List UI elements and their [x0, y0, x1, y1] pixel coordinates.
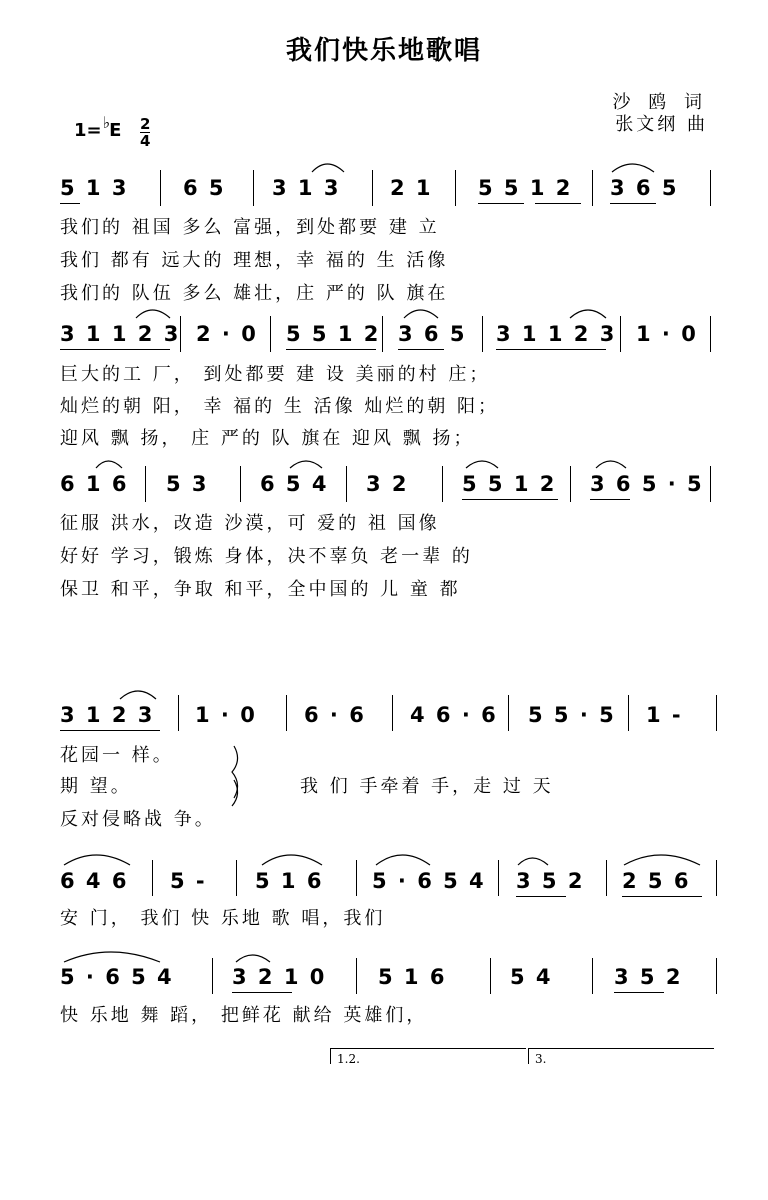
lyricist-credit: 沙 鸥 词 — [612, 92, 708, 113]
measure: 3 1 2 3 — [60, 703, 155, 727]
measure: 3 1 1 2 3 — [60, 322, 181, 346]
lyric-line: 保卫 和平，争取 和平，全中国的 儿 童 都 — [60, 579, 461, 600]
lyric-line: 安 门， 我们 快 乐地 歌 唱，我们 — [60, 908, 386, 929]
lyric-line: 期 望。 — [60, 776, 132, 797]
lyric-line: 花园一 样。 — [60, 745, 174, 766]
measure: 4 6 · 6 — [410, 703, 498, 727]
lyric-line: 快 乐地 舞 蹈， 把鲜花 献给 英雄们， — [60, 1005, 428, 1026]
measure: 3 6 5 — [398, 322, 467, 346]
lyric-line: 迎风 飘 扬， 庄 严的 队 旗在 迎风 飘 扬； — [60, 428, 475, 449]
measure: 5 · 6 5 4 — [372, 869, 486, 893]
key-signature: 1=♭E — [74, 113, 122, 141]
measure: 5 3 — [166, 472, 209, 496]
lyric-line: 我们的 队伍 多么 雄壮，庄 严的 队 旗在 — [60, 283, 449, 304]
measure: 5 - — [170, 869, 207, 893]
measure: 5 5 · 5 — [528, 703, 616, 727]
volta-1-2: 1.2. — [330, 1048, 526, 1064]
measure: 1 · 0 — [195, 703, 257, 727]
measure: 5 1 6 — [255, 869, 324, 893]
song-title: 我们快乐地歌唱 — [285, 36, 482, 66]
measure: 6 5 4 — [260, 472, 329, 496]
measure: 1 · 0 — [636, 322, 698, 346]
lyric-line: 我们的 祖国 多么 富强，到处都要 建 立 — [60, 217, 440, 238]
lyric-line: 灿烂的朝 阳， 幸 福的 生 活像 灿烂的朝 阳； — [60, 396, 500, 417]
measure: 6 4 6 — [60, 869, 129, 893]
lyric-line: 巨大的工 厂， 到处都要 建 设 美丽的村 庄； — [60, 364, 491, 385]
measure: 3 2 — [366, 472, 409, 496]
measure: 2 5 6 — [622, 869, 691, 893]
measure: 1 - — [646, 703, 683, 727]
measure: 6 1 6 — [60, 472, 129, 496]
measure: 3 1 1 2 3 — [496, 322, 617, 346]
measure: 5 4 — [510, 965, 553, 989]
measure: 6 5 — [183, 176, 226, 200]
measure: 5 1 6 — [378, 965, 447, 989]
lyric-line: 征服 洪水，改造 沙漠，可 爱的 祖 国像 — [60, 513, 440, 534]
measure: 5 5 1 2 — [286, 322, 381, 346]
time-signature: 2 4 — [140, 115, 151, 150]
volta-3: 3. — [528, 1048, 714, 1064]
measure: 3 2 1 0 — [232, 965, 327, 989]
composer-credit: 张文纲 曲 — [615, 114, 708, 135]
measure: 3 5 2 — [516, 869, 585, 893]
measure: 5 1 3 — [60, 176, 129, 200]
measure: 2 1 — [390, 176, 433, 200]
lyric-line: 好好 学习，锻炼 身体，决不辜负 老一辈 的 — [60, 546, 473, 567]
measure: 5 5 1 2 — [462, 472, 557, 496]
measure: 3 6 5 · 5 — [590, 472, 704, 496]
lyric-line: 我们 都有 远大的 理想，幸 福的 生 活像 — [60, 250, 449, 271]
measure: 5 · 6 5 4 — [60, 965, 174, 989]
measure: 5 5 1 2 — [478, 176, 573, 200]
measure: 3 6 5 — [610, 176, 679, 200]
measure: 3 1 3 — [272, 176, 341, 200]
chorus-lyric: 我 们 手牵着 手，走 过 天 — [300, 776, 554, 797]
measure: 3 5 2 — [614, 965, 683, 989]
lyric-line: 反对侵略战 争。 — [60, 809, 216, 830]
measure: 6 · 6 — [304, 703, 366, 727]
measure: 2 · 0 — [196, 322, 258, 346]
